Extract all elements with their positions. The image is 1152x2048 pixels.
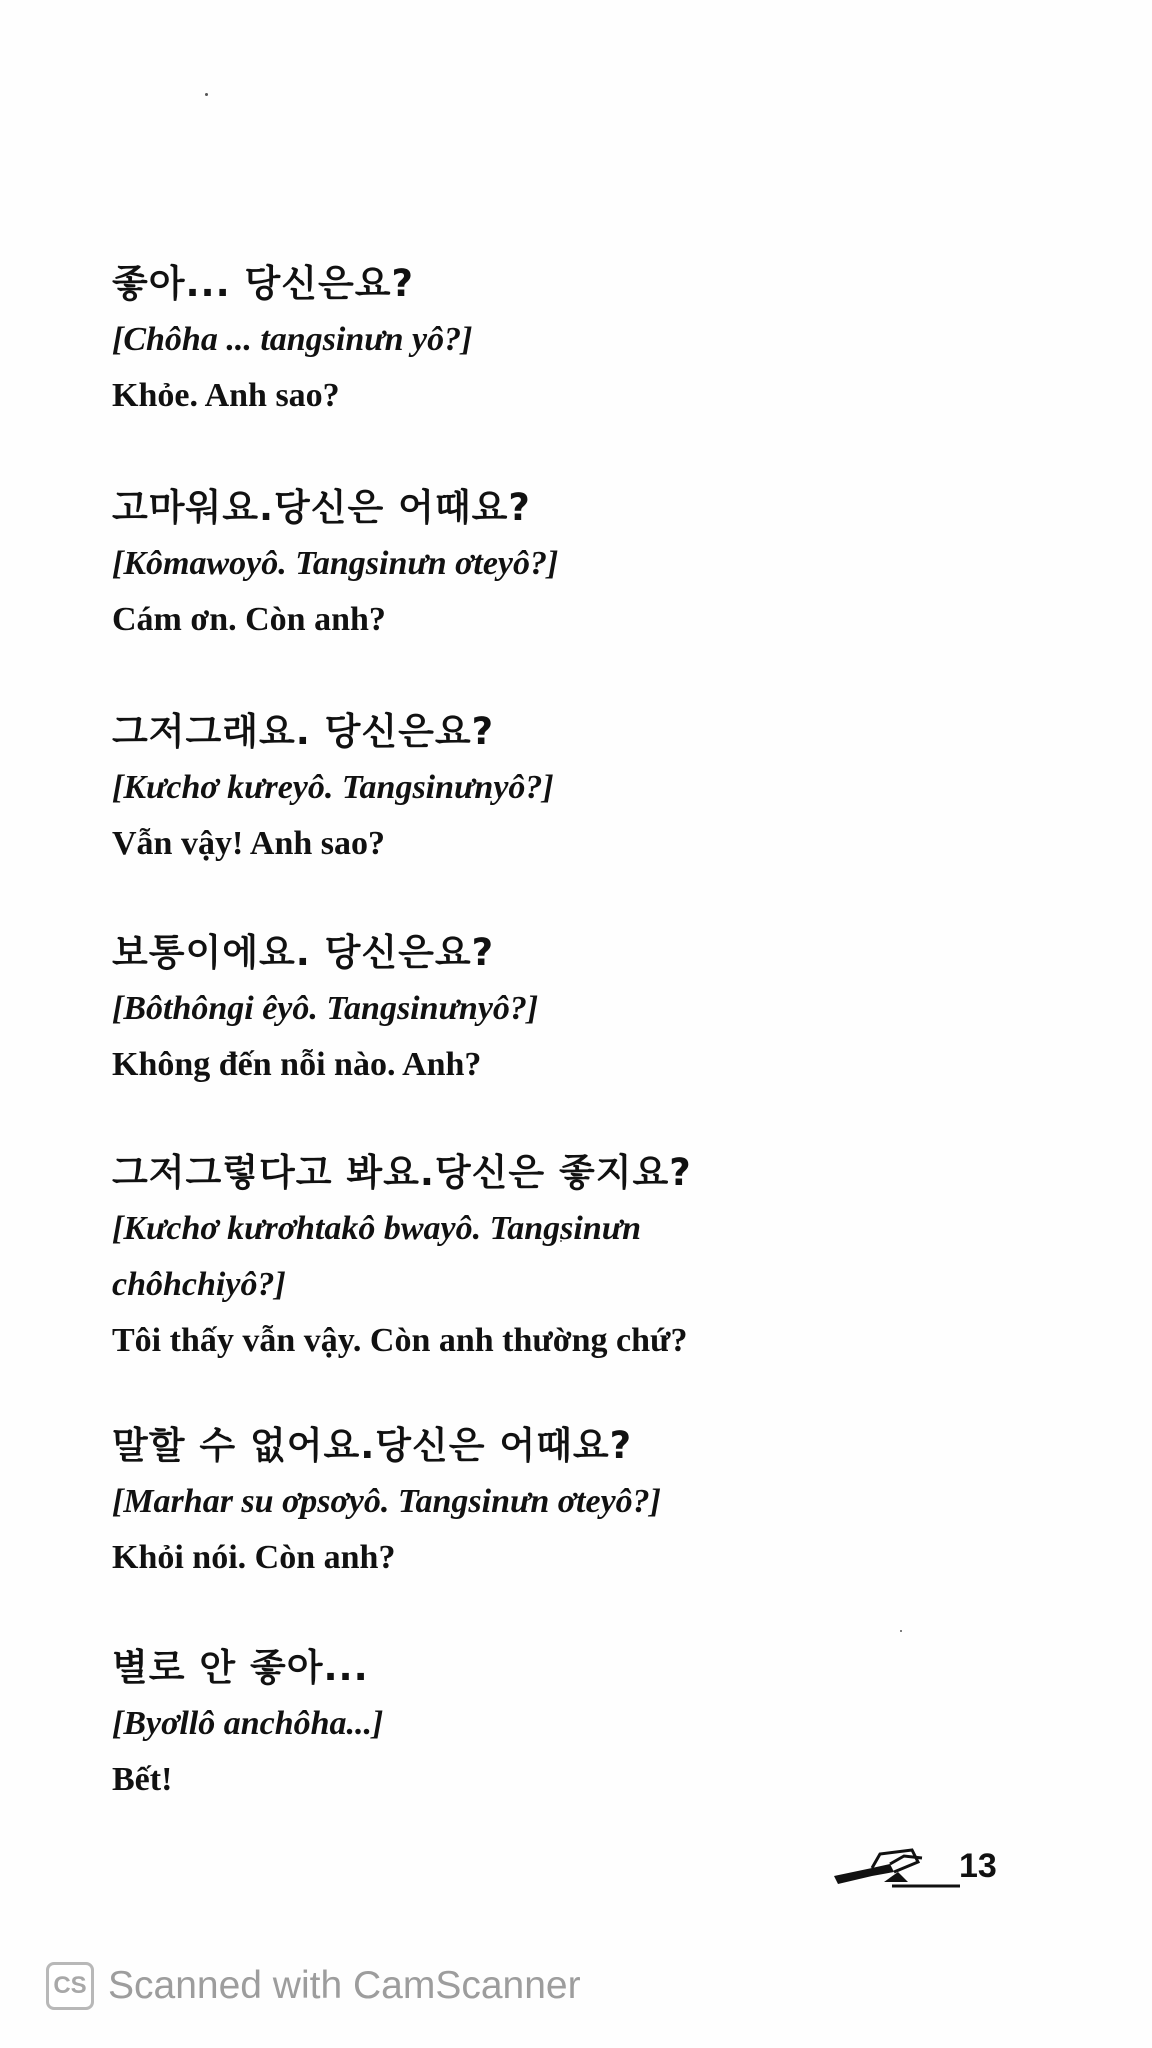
korean-phrase: 보통이에요. 당신은요? [112, 931, 495, 974]
romanization: [Chôha ... tangsinưn yô?] [112, 321, 473, 358]
romanization: [Bôthôngi êyô. Tangsinưnyô?] [112, 990, 539, 1027]
vietnamese-translation: Vẫn vậy! Anh sao? [112, 825, 386, 862]
vietnamese-translation: Tôi thấy vẫn vậy. Còn anh thường chứ? [112, 1322, 688, 1359]
romanization: [Byơllô anchôha...] [112, 1705, 384, 1742]
page-number [832, 1842, 1007, 1892]
vietnamese-translation: Bết! [112, 1761, 173, 1798]
vietnamese-translation: Khỏi nói. Còn anh? [112, 1539, 396, 1576]
phrase-entry [112, 925, 1012, 1093]
camscanner-logo-icon: CS [46, 1962, 94, 2010]
romanization: [Kưchơ kưreyô. Tangsinưnyô?] [112, 769, 554, 806]
pencil-ornament-icon [832, 1842, 962, 1892]
romanization: [Kômawoyô. Tangsinưn ơteyô?] [112, 545, 559, 582]
korean-phrase: 말할 수 없어요.당신은 어때요? [112, 1424, 633, 1467]
korean-phrase: 고마워요.당신은 어때요? [112, 486, 531, 529]
camscanner-watermark [46, 1958, 581, 2014]
korean-phrase: 그저그래요. 당신은요? [112, 710, 495, 753]
phrase-entry [112, 704, 1012, 872]
korean-phrase: 별로 안 좋아... [112, 1646, 369, 1689]
korean-phrase: 그저그렇다고 봐요.당신은 좋지요? [112, 1151, 692, 1194]
watermark-text: Scanned with CamScanner [108, 1964, 581, 2007]
phrase-entry [112, 256, 1012, 424]
scan-speck [900, 1630, 902, 1632]
scan-speck [205, 93, 208, 96]
phrase-entry [112, 480, 1012, 648]
page-number-text: 13 [959, 1847, 997, 1885]
phrase-entry [112, 1640, 1012, 1808]
vietnamese-translation: Khỏe. Anh sao? [112, 377, 340, 414]
vietnamese-translation: Cám ơn. Còn anh? [112, 601, 386, 638]
romanization: [Kưchơ kưrơhtakô bwayô. Tangsinưn chôhchiyô?] [112, 1210, 642, 1303]
korean-phrase: 좋아... 당신은요? [112, 262, 414, 305]
phrase-entry [112, 1145, 1012, 1369]
vietnamese-translation: Không đến nỗi nào. Anh? [112, 1046, 482, 1083]
phrase-entry [112, 1418, 1012, 1586]
romanization: [Marhar su ơpsơyô. Tangsinưn ơteyô?] [112, 1483, 661, 1520]
